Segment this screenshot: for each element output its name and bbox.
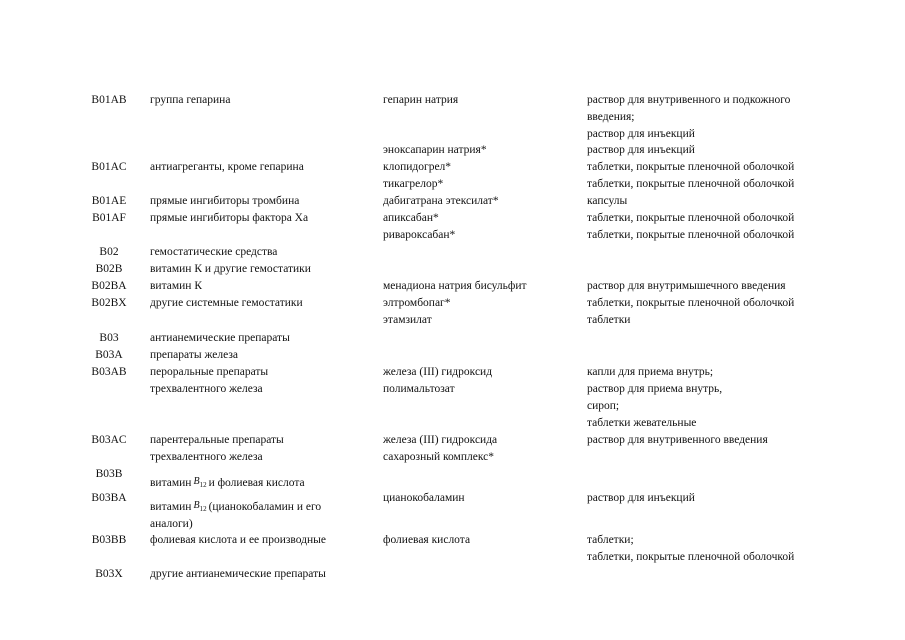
drug-name: дабигатрана этексилат* [383,195,499,207]
drug-name: ривароксабан* [383,229,456,241]
atc-code: B01AF [92,212,126,224]
drug-name: железа (III) гидроксида сахарозный комплекс* [383,434,498,463]
drug-group: группа гепарина [150,94,231,106]
atc-code: B02BX [91,297,127,309]
vitamin-b12-symbol: $B_{12}$ [193,500,207,513]
dosage-form: капли для приема внутрь; раствор для приема внутрь, сироп; таблетки жевательные [587,366,723,429]
atc-code: B02B [95,263,123,275]
atc-code: B01AC [91,161,127,173]
dosage-form: раствор для инъекций [587,144,695,156]
vitamin-b12-symbol: $B_{12}$ [193,476,207,489]
drug-name: апиксабан* [383,212,439,224]
atc-code: B03 [99,332,119,344]
drug-group: препараты железа [150,349,238,361]
dosage-form: таблетки, покрытые пленочной оболочкой [587,229,795,241]
drug-group: другие антианемические препараты [150,568,326,580]
atc-code: B03BA [91,492,127,504]
dosage-form: раствор для внутривенного и подкожного введения; раствор для инъекций [587,94,791,140]
atc-code: B03A [95,349,123,361]
atc-code: B02BA [91,280,127,292]
drug-name: гепарин натрия [383,94,459,106]
atc-code: B02 [99,246,119,258]
dosage-form: раствор для внутримышечного введения [587,280,786,292]
dosage-form: таблетки [587,314,631,326]
dosage-form: раствор для внутривенного введения [587,434,768,446]
drug-name: менадиона натрия бисульфит [383,280,527,292]
drug-group: другие системные гемостатики [150,297,303,309]
drug-name: эноксапарин натрия* [383,144,487,156]
dosage-form: капсулы [587,195,628,207]
drug-name: элтромбопаг* [383,297,451,309]
drug-group: парентеральные препараты трехвалентного железа [150,434,284,463]
drug-name: тикагрелор* [383,178,444,190]
atc-code: B03AC [91,434,127,446]
drug-name: фолиевая кислота [383,534,471,546]
drug-group: витамин $B_{12}$ (цианокобаламин и его аналоги) [150,497,378,533]
atc-code: B03BB [91,534,127,546]
drug-group: антианемические препараты [150,332,290,344]
dosage-form: таблетки, покрытые пленочной оболочкой [587,212,795,224]
atc-code: B03AB [91,366,127,378]
atc-code: B03B [95,468,123,480]
drug-group: витамин К [150,280,202,292]
drug-name: железа (III) гидроксид полимальтозат [383,366,493,395]
atc-code: B03X [95,568,123,580]
drug-name: клопидогрел* [383,161,452,173]
drug-name: цианокобаламин [383,492,465,504]
drug-group: прямые ингибиторы фактора Xa [150,212,309,224]
drug-group: пероральные препараты трехвалентного железа [150,366,269,395]
dosage-form: таблетки, покрытые пленочной оболочкой [587,161,795,173]
drug-group: антиагреганты, кроме гепарина [150,161,304,173]
dosage-form: таблетки, покрытые пленочной оболочкой [587,178,795,190]
drug-group: гемостатические средства [150,246,278,258]
drug-group: витамин $B_{12}$ и фолиевая кислота [150,473,378,492]
dosage-form: таблетки, покрытые пленочной оболочкой [587,297,795,309]
atc-code: B01AB [91,94,127,106]
dosage-form: раствор для инъекций [587,492,695,504]
drug-group: прямые ингибиторы тромбина [150,195,300,207]
dosage-form: таблетки; таблетки, покрытые пленочной оболочкой [587,534,795,563]
atc-code: B01AE [91,195,127,207]
drug-group: витамин К и другие гемостатики [150,263,311,275]
drug-group: фолиевая кислота и ее производные [150,534,326,546]
drug-name: этамзилат [383,314,432,326]
